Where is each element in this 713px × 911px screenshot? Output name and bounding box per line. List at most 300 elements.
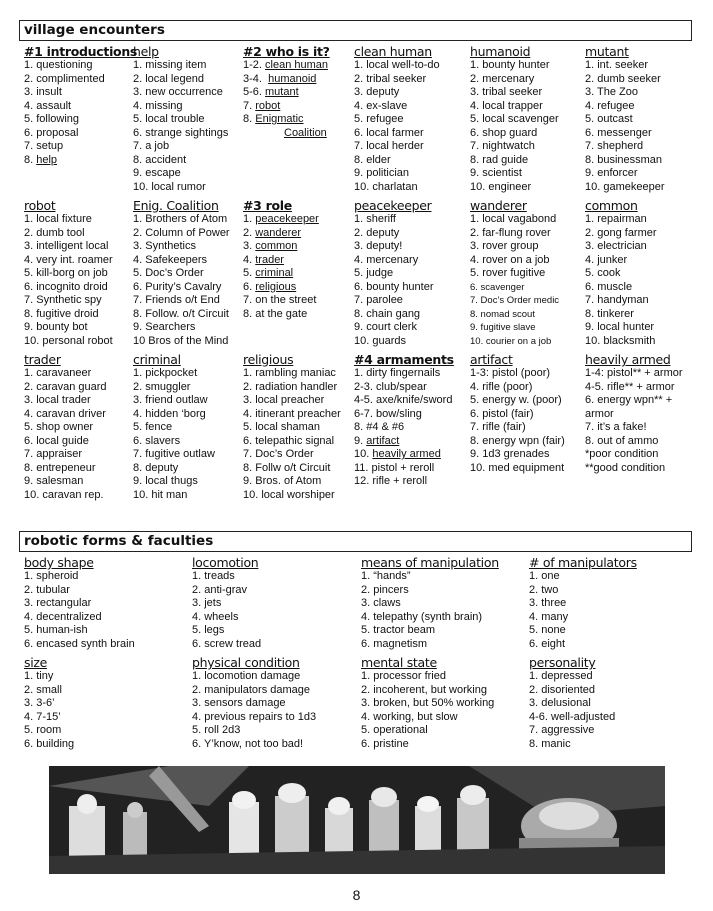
list-item: 8. businessman xyxy=(585,153,663,166)
list-item: 1. “hands” xyxy=(361,570,411,582)
list-item: 8. manic xyxy=(529,737,571,750)
list-item: 2. smuggler xyxy=(133,380,191,393)
list-item: 8. deputy xyxy=(133,461,179,474)
column-header: #3 role xyxy=(243,198,292,213)
list-item: 9. scientist xyxy=(470,167,522,179)
list-item xyxy=(243,281,355,295)
list-item: 10. hit man xyxy=(133,488,188,501)
list-item: 2. disoriented xyxy=(529,683,596,696)
list-item: 9. enforcer xyxy=(585,167,638,179)
list-item: 2. pincers xyxy=(361,583,409,596)
list-item: 1-3: pistol (poor) xyxy=(470,367,551,379)
list-item: 8. nomad scout xyxy=(470,308,535,320)
column-header: heavily armed xyxy=(585,352,671,367)
list-item: 10. guards xyxy=(354,334,406,347)
column-header: #2 who is it? xyxy=(243,44,330,59)
list-item: 1. repairman xyxy=(585,213,647,225)
column-header: clean human xyxy=(354,44,432,59)
list-item: 8. Follw o/t Circuit xyxy=(243,461,331,474)
list-item: 6. encased synth brain xyxy=(24,637,135,650)
item-number: 5. xyxy=(243,267,256,279)
list-item: 6. scavenger xyxy=(470,281,525,293)
table-column xyxy=(133,198,245,348)
list-item: 1. local vagabond xyxy=(470,213,557,225)
list-item: 1. spheroid xyxy=(24,570,79,582)
column-header: mental state xyxy=(361,655,437,670)
list-item: 5. legs xyxy=(192,624,225,636)
list-item: 5. local scavenger xyxy=(470,113,559,125)
list-item: 4. local trapper xyxy=(470,99,543,112)
list-item xyxy=(243,254,355,268)
village-encounters-title: village encounters xyxy=(19,20,692,41)
list-item: 1. depressed xyxy=(529,670,593,682)
list-item: 10 Bros of the Mind xyxy=(133,334,229,347)
list-item: 7. fugitive outlaw xyxy=(133,448,215,460)
list-item: 7. local herder xyxy=(354,140,424,152)
cross-reference: clean human xyxy=(265,59,329,71)
list-item: 9. local thugs xyxy=(133,475,198,487)
entry-list xyxy=(24,570,189,651)
table-column xyxy=(133,352,245,502)
list-item: 1. int. seeker xyxy=(585,59,648,71)
list-item: 5. energy w. (poor) xyxy=(470,394,562,406)
list-item: 2. complimented xyxy=(24,72,105,85)
list-item: 8. tinkerer xyxy=(585,307,634,320)
list-item: 9. local hunter xyxy=(585,321,655,333)
list-item: 3. delusional xyxy=(529,697,591,709)
table-column xyxy=(192,555,357,651)
list-item: 10. med equipment xyxy=(470,461,565,474)
list-item: 4-6. well-adjusted xyxy=(529,710,616,723)
list-item: 1. rambling maniac xyxy=(243,367,336,379)
table-column xyxy=(354,44,466,194)
list-item: 2. tubular xyxy=(24,583,70,596)
list-item: 10. caravan rep. xyxy=(24,488,104,501)
list-item: 4. rover on a job xyxy=(470,253,550,266)
list-item: 1. missing item xyxy=(133,59,207,71)
table-column xyxy=(133,44,245,194)
list-item: 1. Brothers of Atom xyxy=(133,213,228,225)
list-item: 3. rectangular xyxy=(24,597,92,609)
list-item: 8. rad guide xyxy=(470,153,529,166)
table-column xyxy=(529,655,694,751)
list-item: 2. small xyxy=(24,683,62,696)
table-column xyxy=(24,44,136,167)
list-item: 4. rifle (poor) xyxy=(470,380,533,393)
list-item: 2. radiation handler xyxy=(243,380,338,393)
list-item: 3. The Zoo xyxy=(585,86,638,98)
list-item: 9. fugitive slave xyxy=(470,322,536,333)
list-item: 1. questioning xyxy=(24,59,93,71)
list-item: 5. roll 2d3 xyxy=(192,724,241,736)
list-item: 3. jets xyxy=(192,597,222,609)
item-number: 8. xyxy=(243,113,256,125)
list-item: 10. charlatan xyxy=(354,180,418,193)
entry-list xyxy=(243,367,355,502)
list-item: 5. rover fugitive xyxy=(470,267,546,279)
list-item: 8. out of ammo xyxy=(585,434,659,447)
list-item: 10. blacksmith xyxy=(585,334,656,347)
list-item: 7. Doc’s Order xyxy=(243,448,314,460)
list-item: 5. shop owner xyxy=(24,421,94,433)
column-header: means of manipulation xyxy=(361,555,499,570)
entry-list xyxy=(361,670,526,751)
list-item: 9. Searchers xyxy=(133,321,196,333)
list-item: 7. Doc’s Order medic xyxy=(470,295,560,306)
list-item: 2. far-flung rover xyxy=(470,226,551,239)
list-item: 6. local guide xyxy=(24,434,89,447)
list-item xyxy=(243,59,355,73)
entry-list xyxy=(529,670,694,751)
list-item: 5. fence xyxy=(133,421,173,433)
list-item: 8. chain gang xyxy=(354,307,421,320)
entry-list xyxy=(585,367,697,475)
list-item: 3. local trader xyxy=(24,394,91,406)
cross-reference: common xyxy=(255,240,298,252)
entry-list xyxy=(133,59,245,194)
list-item: 4. wheels xyxy=(192,610,239,623)
list-item: 12. rifle + reroll xyxy=(354,475,428,487)
table-column xyxy=(361,655,526,751)
cross-reference: trader xyxy=(255,253,284,266)
list-item: 8. energy wpn (fair) xyxy=(470,434,565,447)
list-item: 1-4: pistol** + armor xyxy=(585,367,683,379)
list-item: 6. screw tread xyxy=(192,637,262,650)
table-column xyxy=(24,352,136,502)
list-item: 2. manipulators damage xyxy=(192,683,311,696)
list-item: 10. local rumor xyxy=(133,180,206,193)
list-item: 9. escape xyxy=(133,167,181,179)
list-item xyxy=(243,227,355,241)
cross-reference: artifact xyxy=(366,434,400,447)
list-item: 4. refugee xyxy=(585,99,635,112)
column-header: Enig. Coalition xyxy=(133,198,219,213)
list-item: 6. eight xyxy=(529,637,566,650)
list-item: 1. treads xyxy=(192,570,235,582)
list-item: 4-5. rifle** + armor xyxy=(585,380,675,393)
list-item: 1. local fixture xyxy=(24,213,92,225)
list-item: 8. #4 & #6 xyxy=(354,421,405,433)
list-item: 4. previous repairs to 1d3 xyxy=(192,710,317,723)
list-item: 6. strange sightings xyxy=(133,126,229,139)
list-item: 6. telepathic signal xyxy=(243,434,335,447)
cross-reference: wanderer xyxy=(255,226,302,239)
table-column xyxy=(243,352,355,502)
illustration-svg xyxy=(49,766,665,874)
list-item: 2. local legend xyxy=(133,72,204,85)
entry-list xyxy=(354,59,466,194)
column-header: common xyxy=(585,198,638,213)
cross-reference: peacekeeper xyxy=(255,213,319,225)
table-column xyxy=(361,555,526,651)
list-item: 4. junker xyxy=(585,253,628,266)
list-item: 10. courier on a job xyxy=(470,335,552,347)
list-item: 5. none xyxy=(529,624,566,636)
cross-reference: criminal xyxy=(255,267,294,279)
column-header: personality xyxy=(529,655,596,670)
list-item: 10. engineer xyxy=(470,180,532,193)
entry-list xyxy=(24,59,136,167)
cross-reference: robot xyxy=(255,99,281,112)
list-item xyxy=(243,127,355,141)
list-item: 6. pristine xyxy=(361,737,409,750)
table-column xyxy=(243,198,355,321)
list-item: 6. muscle xyxy=(585,280,633,293)
table-column xyxy=(243,44,355,140)
list-item: 9. 1d3 grenades xyxy=(470,448,550,460)
list-item: 7. a job xyxy=(133,140,170,152)
list-item: 3. claws xyxy=(361,597,401,609)
item-number: 4. xyxy=(243,253,256,266)
table-column xyxy=(529,555,694,651)
list-item: 8. fugitive droid xyxy=(24,307,99,320)
list-item: 3. rover group xyxy=(470,240,539,252)
item-number: 10. xyxy=(354,448,373,460)
list-item: 1. one xyxy=(529,570,560,582)
list-item: 7. shepherd xyxy=(585,140,644,152)
robotic-forms-title: robotic forms & faculties xyxy=(19,531,692,552)
list-item: 7. parolee xyxy=(354,294,403,306)
list-item: 4. hidden ‘borg xyxy=(133,407,206,420)
list-item: 6. magnetism xyxy=(361,637,428,650)
robot-army-illustration xyxy=(49,766,665,874)
list-item: 5. Doc’s Order xyxy=(133,267,204,279)
list-item xyxy=(243,267,355,281)
table-column xyxy=(585,44,697,194)
list-item xyxy=(243,100,355,114)
entry-list xyxy=(585,213,697,348)
list-item: 1. processor fried xyxy=(361,670,446,682)
entry-list xyxy=(243,59,355,140)
list-item: 4. telepathy (synth brain) xyxy=(361,610,483,623)
entry-list xyxy=(361,570,526,651)
list-item: 6. building xyxy=(24,737,75,750)
list-item: 4. Safekeepers xyxy=(133,253,207,266)
item-number: 9. xyxy=(354,434,367,447)
entry-list xyxy=(24,213,136,348)
list-item: 6. slavers xyxy=(133,434,181,447)
cross-reference: humanoid xyxy=(268,72,317,85)
table-column xyxy=(585,198,697,348)
list-item: 8. elder xyxy=(354,153,391,166)
list-item: 5. cook xyxy=(585,267,621,279)
list-item xyxy=(24,154,136,168)
list-item: 1. sheriff xyxy=(354,213,396,225)
item-number: 2. xyxy=(243,226,256,239)
list-item: 5. local trouble xyxy=(133,113,205,125)
table-column xyxy=(470,44,582,194)
list-item: 2. two xyxy=(529,583,559,596)
list-item: 3. sensors damage xyxy=(192,697,286,709)
column-header: # of manipulators xyxy=(529,555,637,570)
list-item: 5. judge xyxy=(354,267,394,279)
item-number: 8. xyxy=(24,153,37,166)
list-item: *poor condition xyxy=(585,448,659,460)
column-header: trader xyxy=(24,352,61,367)
list-item: **good condition xyxy=(585,461,666,474)
entry-list xyxy=(133,213,245,348)
list-item: 7. appraiser xyxy=(24,448,83,460)
list-item: 9. Bros. of Atom xyxy=(243,475,322,487)
list-item: 9. salesman xyxy=(24,475,84,487)
list-item: 3. Synthetics xyxy=(133,240,196,252)
list-item: 9. court clerk xyxy=(354,321,417,333)
cross-reference: Coalition xyxy=(284,126,327,139)
list-item: 8. at the gate xyxy=(243,307,308,320)
entry-list xyxy=(133,367,245,502)
column-header: religious xyxy=(243,352,294,367)
list-item: 7. Synthetic spy xyxy=(24,294,102,306)
list-item: 4. many xyxy=(529,610,569,623)
table-column xyxy=(470,198,582,348)
list-item: 2. incoherent, but working xyxy=(361,683,487,696)
list-item: 1. tiny xyxy=(24,670,54,682)
list-item: 3. friend outlaw xyxy=(133,394,208,406)
item-number: 3-4. xyxy=(243,72,269,85)
list-item: 2. mercenary xyxy=(470,72,535,85)
list-item: 4. itinerant preacher xyxy=(243,407,341,420)
table-column xyxy=(470,352,582,475)
list-item: 8. entrepeneur xyxy=(24,461,96,474)
table-column xyxy=(354,352,466,489)
list-item: 6. bounty hunter xyxy=(354,280,434,293)
list-item: 10. local worshiper xyxy=(243,488,335,501)
list-item: 4. caravan driver xyxy=(24,407,106,420)
column-header: body shape xyxy=(24,555,94,570)
table-column xyxy=(354,198,466,348)
column-header: artifact xyxy=(470,352,513,367)
list-item: 2. dumb seeker xyxy=(585,72,661,85)
list-item: 5. operational xyxy=(361,724,428,736)
list-item: 7. handyman xyxy=(585,294,649,306)
column-header: locomotion xyxy=(192,555,259,570)
list-item: 7. on the street xyxy=(243,294,317,306)
list-item: 6. Purity’s Cavalry xyxy=(133,280,222,293)
list-item: 4. 7-15’ xyxy=(24,710,61,723)
list-item: 5. tractor beam xyxy=(361,624,435,636)
entry-list xyxy=(354,367,466,489)
column-header: peacekeeper xyxy=(354,198,432,213)
list-item: 4. decentralized xyxy=(24,610,102,623)
list-item xyxy=(243,113,355,127)
list-item: 2. dumb tool xyxy=(24,226,85,239)
list-item: 8. accident xyxy=(133,153,187,166)
list-item: 5. local shaman xyxy=(243,421,321,433)
list-item: 4. mercenary xyxy=(354,253,419,266)
column-header: size xyxy=(24,655,48,670)
list-item: 5. following xyxy=(24,113,80,125)
list-item: 2. anti-grav xyxy=(192,583,248,596)
cross-reference: Enigmatic xyxy=(255,113,304,125)
table-column xyxy=(24,655,189,751)
column-header: mutant xyxy=(585,44,629,59)
list-item xyxy=(354,435,466,449)
list-item: 4. assault xyxy=(24,99,72,112)
list-item xyxy=(243,73,355,87)
list-item xyxy=(243,86,355,100)
list-item: 2-3. club/spear xyxy=(354,380,427,393)
list-item: 9. politician xyxy=(354,167,410,179)
list-item: 3. insult xyxy=(24,86,62,98)
column-header: robot xyxy=(24,198,56,213)
table-column xyxy=(24,555,189,651)
list-item: 6. energy wpn** + xyxy=(585,394,673,406)
list-item: 3. broken, but 50% working xyxy=(361,697,495,709)
list-item: 9. bounty bot xyxy=(24,321,88,333)
list-item: 7. setup xyxy=(24,140,64,152)
entry-list xyxy=(243,213,355,321)
column-header: physical condition xyxy=(192,655,300,670)
column-header: wanderer xyxy=(470,198,527,213)
list-item: 3. intelligent local xyxy=(24,240,109,252)
list-item: 1. pickpocket xyxy=(133,367,198,379)
list-item: 2. Column of Power xyxy=(133,226,230,239)
entry-list xyxy=(354,213,466,348)
list-item: 5. refugee xyxy=(354,113,404,125)
entry-list xyxy=(24,367,136,502)
list-item: 6. pistol (fair) xyxy=(470,407,534,420)
list-item: 5. kill-borg on job xyxy=(24,267,108,279)
list-item: 3. 3-6’ xyxy=(24,697,55,709)
list-item: 6. incognito droid xyxy=(24,280,108,293)
table-column xyxy=(192,655,357,751)
list-item: 5. room xyxy=(24,724,62,736)
list-item: 7. rifle (fair) xyxy=(470,421,526,433)
list-item: 6. messenger xyxy=(585,126,652,139)
list-item: 11. pistol + reroll xyxy=(354,461,435,474)
list-item: 7. Friends o/t End xyxy=(133,294,220,306)
list-item: 1. bounty hunter xyxy=(470,59,550,71)
list-item: 6-7. bow/sling xyxy=(354,407,422,420)
column-header: #4 armaments xyxy=(354,352,454,367)
entry-list xyxy=(585,59,697,194)
list-item: 7. nightwatch xyxy=(470,140,535,152)
entry-list xyxy=(470,367,582,475)
list-item: 1. dirty fingernails xyxy=(354,367,441,379)
entry-list xyxy=(192,570,357,651)
list-item: 2. deputy xyxy=(354,226,400,239)
item-number: 3. xyxy=(243,240,256,252)
list-item xyxy=(243,213,355,227)
column-header: #1 introductions xyxy=(24,44,138,59)
list-item: 3. new occurrence xyxy=(133,86,223,98)
list-item: 4-5. axe/knife/sword xyxy=(354,394,453,406)
list-item: 5. outcast xyxy=(585,113,633,125)
list-item: 2. tribal seeker xyxy=(354,72,427,85)
list-item: 5. human-ish xyxy=(24,624,88,636)
list-item: 2. caravan guard xyxy=(24,380,107,393)
item-number: 6. xyxy=(243,280,256,293)
list-item: 6. Y’know, not too bad! xyxy=(192,737,304,750)
list-item: 7. aggressive xyxy=(529,724,595,736)
list-item: 1. locomotion damage xyxy=(192,670,301,682)
entry-list xyxy=(470,59,582,194)
list-item: 3. tribal seeker xyxy=(470,86,543,98)
list-item: 6. proposal xyxy=(24,126,79,139)
list-item: 6. local farmer xyxy=(354,126,424,139)
list-item: 1. local well-to-do xyxy=(354,59,440,71)
list-item: 7. it’s a fake! xyxy=(585,421,647,433)
item-number: 1-2. xyxy=(243,59,266,71)
list-item xyxy=(243,240,355,254)
list-item: 3. electrician xyxy=(585,240,647,252)
list-item: 4. working, but slow xyxy=(361,710,458,723)
list-item: 3. deputy xyxy=(354,86,400,98)
cross-reference: religious xyxy=(255,280,297,293)
list-item: 10. personal robot xyxy=(24,334,113,347)
table-column xyxy=(24,198,136,348)
list-item: 4. missing xyxy=(133,99,183,112)
